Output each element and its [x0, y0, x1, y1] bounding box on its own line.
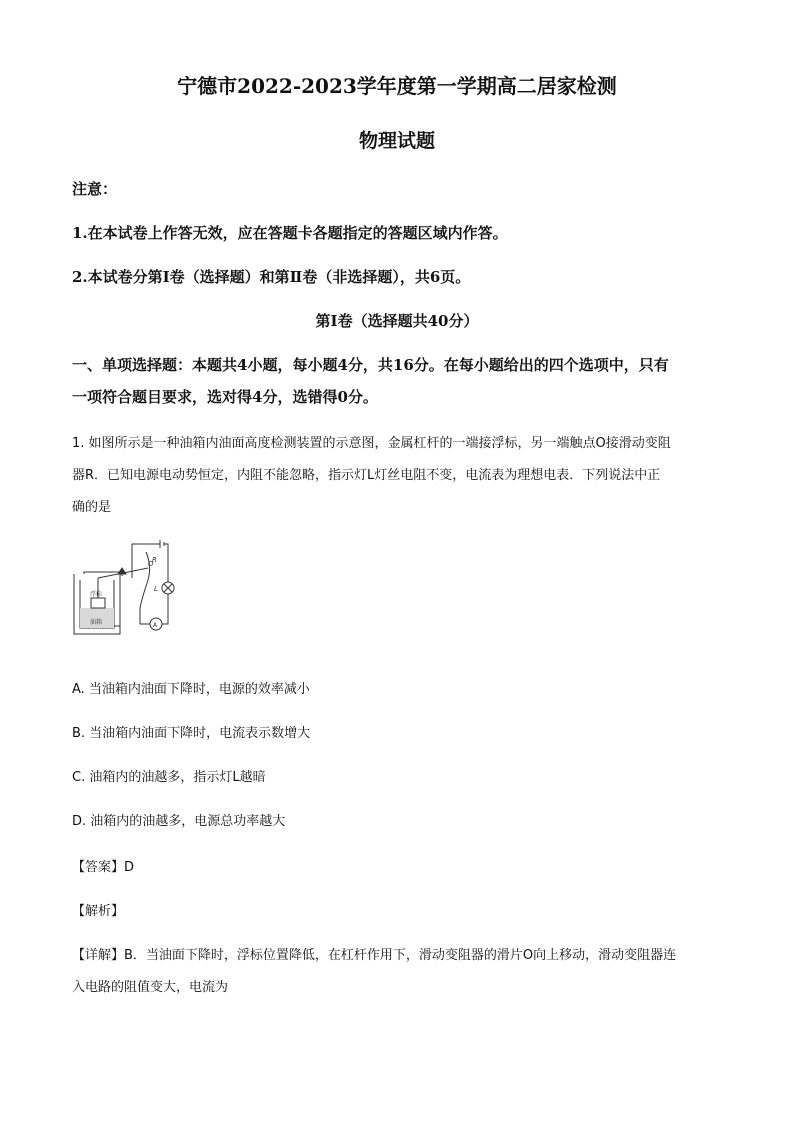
wire-right [164, 544, 168, 586]
answer: 【答案】D [72, 860, 135, 875]
wire-lamp-down [162, 594, 168, 624]
wire-ammeter-left [140, 580, 150, 624]
notice-heading: 注意： [72, 180, 118, 198]
section-title: 第Ⅰ卷（选择题共40分） [315, 312, 479, 330]
tank-drain [114, 626, 120, 630]
circuit-diagram [70, 538, 180, 638]
notice-item-2: 2.本试卷分第Ⅰ卷（选择题）和第Ⅱ卷（非选择题），共6页。 [72, 268, 471, 286]
exam-title: 宁德市2022-2023学年度第一学期高二居家检测 [177, 74, 617, 98]
option-d: D. 油箱内的油越多，电源总功率越大 [72, 814, 286, 829]
option-c: C. 油箱内的油越多，指示灯L越暗 [72, 770, 266, 785]
pivot [118, 568, 126, 574]
section-intro-line-1: 一、单项选择题：本题共4小题，每小题4分，共16分。在每小题给出的四个选项中，只有 [72, 356, 669, 374]
detail-line-2: 入电路的阻值变大，电流为 [72, 980, 229, 995]
question-1-stem-line-3: 确的是 [72, 500, 112, 515]
lamp-l-label: L [154, 585, 158, 593]
float-label: 浮标 [90, 591, 103, 598]
option-b: B. 当油箱内油面下降时，电流表示数增大 [72, 726, 311, 741]
analysis-heading: 【解析】 [72, 904, 125, 919]
contact-o-label: O [148, 560, 154, 568]
oil-tank-circuit-figure [70, 538, 180, 638]
float-box [91, 598, 105, 608]
section-intro-line-2: 一项符合题目要求，选对得4分，选错得0分。 [72, 388, 378, 406]
ammeter-a-label: A [153, 622, 158, 629]
tank-label: 油箱 [90, 619, 103, 626]
subject-title: 物理试题 [358, 130, 435, 152]
question-1-stem-line-2: 器R．已知电源电动势恒定，内阻不能忽略，指示灯L灯丝电阻不变，电流表为理想电表．下列说法中正 [72, 468, 661, 483]
detail-line-1: 【详解】B．当油面下降时，浮标位置降低，在杠杆作用下，滑动变阻器的滑片O向上移动，滑动变阻器连 [72, 948, 677, 963]
question-1-stem-line-1: 1. 如图所示是一种油箱内油面高度检测装置的示意图，金属杠杆的一端接浮标，另一端触点O接滑动变阻 [72, 436, 671, 451]
rheostat-r-label: R [152, 556, 157, 564]
notice-item-1: 1.在本试卷上作答无效，应在答题卡各题指定的答题区域内作答。 [72, 224, 508, 242]
option-a: A. 当油箱内油面下降时，电源的效率减小 [72, 682, 310, 697]
